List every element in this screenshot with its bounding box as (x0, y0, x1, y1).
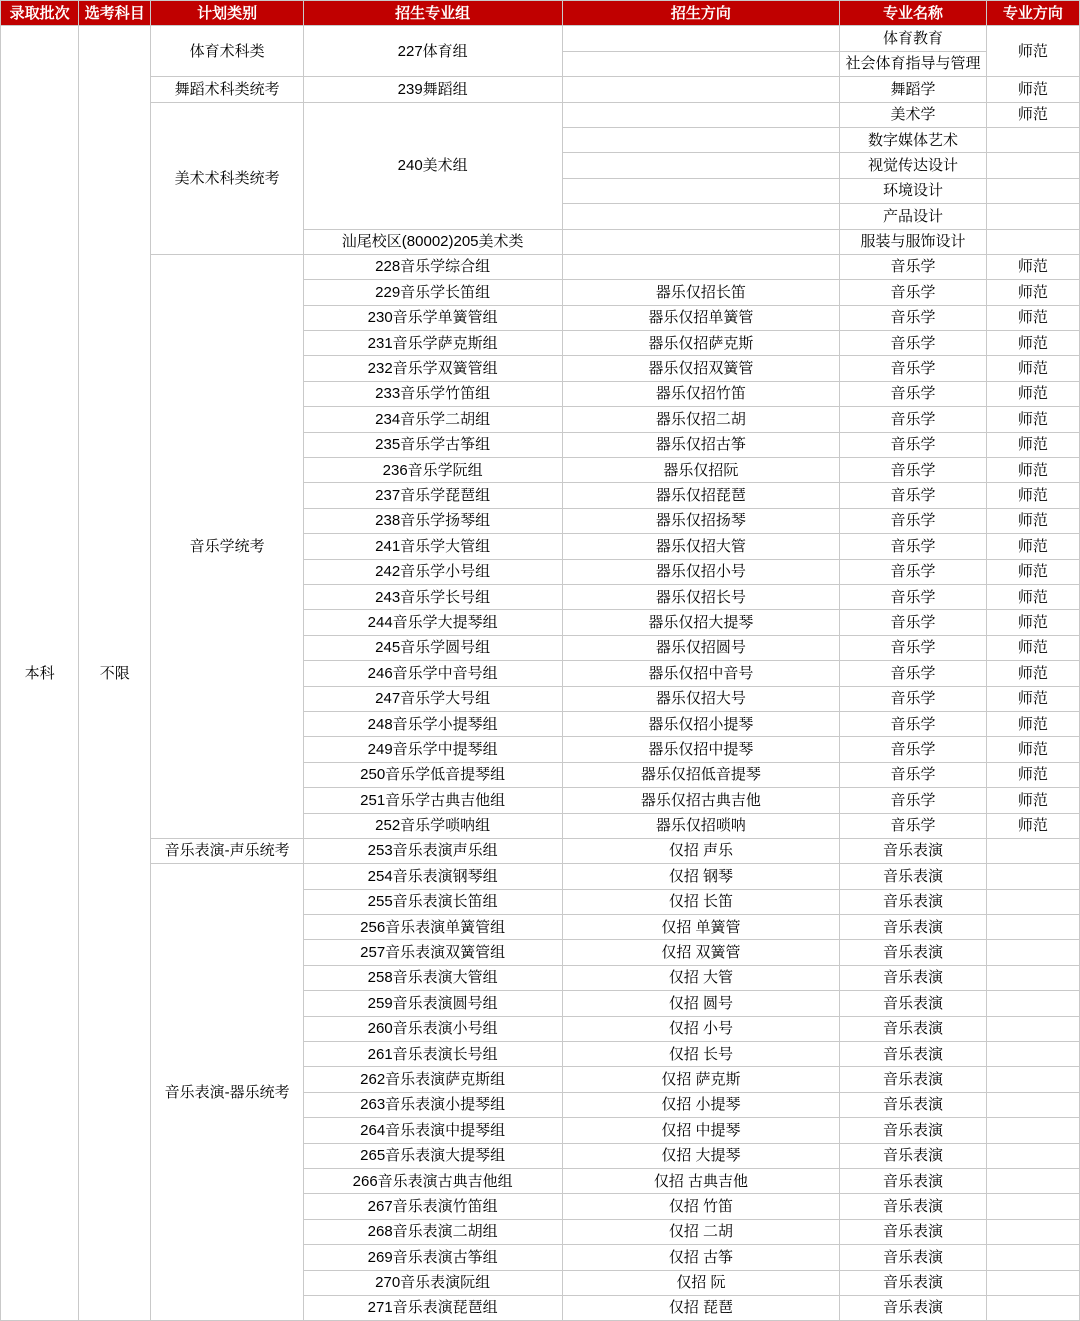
cell-direction: 仅招 二胡 (562, 1219, 840, 1244)
header-category: 计划类别 (151, 1, 303, 26)
cell-direction: 仅招 长笛 (562, 889, 840, 914)
cell-major-direction: 师范 (986, 356, 1079, 381)
cell-major-name: 音乐表演 (840, 1270, 986, 1295)
cell-major-direction (986, 1219, 1079, 1244)
cell-major-direction: 师范 (986, 661, 1079, 686)
cell-major-name: 音乐表演 (840, 915, 986, 940)
cell-major-direction (986, 1245, 1079, 1270)
cell-major-group: 265音乐表演大提琴组 (303, 1143, 562, 1168)
header-major-direction: 专业方向 (986, 1, 1079, 26)
cell-direction: 器乐仅招长笛 (562, 280, 840, 305)
cell-direction: 仅招 大提琴 (562, 1143, 840, 1168)
cell-major-direction: 师范 (986, 280, 1079, 305)
cell-major-name: 音乐表演 (840, 864, 986, 889)
cell-major-group: 246音乐学中音号组 (303, 661, 562, 686)
cell-major-direction (986, 204, 1079, 229)
table-row (1, 26, 1080, 51)
cell-direction: 仅招 阮 (562, 1270, 840, 1295)
cell-direction: 仅招 圆号 (562, 991, 840, 1016)
cell-major-group: 268音乐表演二胡组 (303, 1219, 562, 1244)
cell-direction: 器乐仅招古典吉他 (562, 788, 840, 813)
cell-direction (562, 51, 840, 76)
cell-major-direction (986, 1067, 1079, 1092)
cell-major-name: 音乐学 (840, 254, 986, 279)
cell-direction: 仅招 琵琶 (562, 1295, 840, 1320)
cell-major-direction: 师范 (986, 788, 1079, 813)
cell-direction (562, 26, 840, 51)
cell-major-direction: 师范 (986, 458, 1079, 483)
cell-major-name: 音乐学 (840, 305, 986, 330)
cell-major-name: 音乐表演 (840, 1118, 986, 1143)
cell-category: 体育术科类 (151, 26, 303, 77)
cell-direction: 器乐仅招单簧管 (562, 305, 840, 330)
cell-major-name: 音乐表演 (840, 1042, 986, 1067)
cell-major-group: 266音乐表演古典吉他组 (303, 1168, 562, 1193)
cell-major-group: 259音乐表演圆号组 (303, 991, 562, 1016)
cell-major-direction (986, 940, 1079, 965)
cell-major-direction (986, 1092, 1079, 1117)
cell-major-name: 音乐表演 (840, 991, 986, 1016)
cell-major-direction (986, 1168, 1079, 1193)
cell-subject: 不限 (79, 26, 151, 1321)
cell-major-name: 音乐学 (840, 737, 986, 762)
cell-major-direction (986, 991, 1079, 1016)
cell-major-name: 视觉传达设计 (840, 153, 986, 178)
cell-direction: 仅招 长号 (562, 1042, 840, 1067)
cell-major-group: 258音乐表演大管组 (303, 965, 562, 990)
cell-major-direction (986, 1194, 1079, 1219)
cell-major-group: 252音乐学唢呐组 (303, 813, 562, 838)
cell-major-direction (986, 1270, 1079, 1295)
cell-major-name: 音乐表演 (840, 1168, 986, 1193)
cell-direction: 器乐仅招大提琴 (562, 610, 840, 635)
cell-direction: 器乐仅招阮 (562, 458, 840, 483)
cell-direction: 器乐仅招小提琴 (562, 711, 840, 736)
cell-major-direction: 师范 (986, 737, 1079, 762)
cell-major-group: 253音乐表演声乐组 (303, 838, 562, 863)
cell-major-name: 音乐学 (840, 381, 986, 406)
cell-direction: 器乐仅招二胡 (562, 407, 840, 432)
cell-direction: 仅招 大管 (562, 965, 840, 990)
cell-major-group: 235音乐学古筝组 (303, 432, 562, 457)
cell-major-name: 产品设计 (840, 204, 986, 229)
cell-major-group: 232音乐学双簧管组 (303, 356, 562, 381)
cell-major-name: 服装与服饰设计 (840, 229, 986, 254)
cell-major-group: 241音乐学大管组 (303, 534, 562, 559)
cell-major-name: 音乐表演 (840, 940, 986, 965)
cell-major-group: 汕尾校区(80002)205美术类 (303, 229, 562, 254)
cell-major-direction: 师范 (986, 559, 1079, 584)
cell-major-name: 音乐学 (840, 635, 986, 660)
cell-major-direction: 师范 (986, 305, 1079, 330)
cell-major-name: 音乐表演 (840, 1295, 986, 1320)
table-header (1, 1, 1080, 26)
cell-direction: 器乐仅招唢呐 (562, 813, 840, 838)
cell-major-name: 音乐表演 (840, 1219, 986, 1244)
cell-major-group: 249音乐学中提琴组 (303, 737, 562, 762)
cell-major-direction: 师范 (986, 711, 1079, 736)
cell-major-name: 音乐表演 (840, 1092, 986, 1117)
cell-major-group: 239舞蹈组 (303, 77, 562, 102)
cell-major-group: 227体育组 (303, 26, 562, 77)
cell-direction: 器乐仅招圆号 (562, 635, 840, 660)
cell-major-name: 音乐学 (840, 584, 986, 609)
cell-direction: 仅招 竹笛 (562, 1194, 840, 1219)
cell-major-group: 257音乐表演双簧管组 (303, 940, 562, 965)
header-batch: 录取批次 (1, 1, 79, 26)
cell-direction: 器乐仅招中音号 (562, 661, 840, 686)
cell-major-group: 231音乐学萨克斯组 (303, 331, 562, 356)
cell-major-direction (986, 229, 1079, 254)
cell-major-name: 音乐学 (840, 559, 986, 584)
cell-major-direction: 师范 (986, 635, 1079, 660)
cell-major-group: 236音乐学阮组 (303, 458, 562, 483)
cell-major-group: 244音乐学大提琴组 (303, 610, 562, 635)
cell-major-name: 音乐学 (840, 458, 986, 483)
cell-major-name: 音乐学 (840, 407, 986, 432)
table-row (1, 102, 1080, 127)
cell-direction: 器乐仅招双簧管 (562, 356, 840, 381)
cell-direction: 器乐仅招萨克斯 (562, 331, 840, 356)
cell-major-direction (986, 1118, 1079, 1143)
cell-major-direction: 师范 (986, 813, 1079, 838)
cell-major-direction (986, 965, 1079, 990)
cell-major-name: 数字媒体艺术 (840, 127, 986, 152)
cell-major-name: 音乐学 (840, 483, 986, 508)
cell-major-direction: 师范 (986, 584, 1079, 609)
table-row (1, 254, 1080, 279)
cell-major-group: 247音乐学大号组 (303, 686, 562, 711)
cell-major-direction: 师范 (986, 534, 1079, 559)
cell-major-direction: 师范 (986, 610, 1079, 635)
cell-major-name: 环境设计 (840, 178, 986, 203)
cell-direction: 器乐仅招琵琶 (562, 483, 840, 508)
header-major-name: 专业名称 (840, 1, 986, 26)
cell-direction: 器乐仅招古筝 (562, 432, 840, 457)
cell-major-direction: 师范 (986, 77, 1079, 102)
cell-major-name: 音乐表演 (840, 1245, 986, 1270)
cell-direction: 仅招 小提琴 (562, 1092, 840, 1117)
cell-category: 舞蹈术科类统考 (151, 77, 303, 102)
cell-major-name: 音乐学 (840, 280, 986, 305)
cell-major-group: 263音乐表演小提琴组 (303, 1092, 562, 1117)
cell-direction: 仅招 钢琴 (562, 864, 840, 889)
cell-major-group: 250音乐学低音提琴组 (303, 762, 562, 787)
cell-major-name: 音乐学 (840, 331, 986, 356)
cell-direction (562, 77, 840, 102)
cell-major-group: 271音乐表演琵琶组 (303, 1295, 562, 1320)
table-header-row (1, 1, 1080, 26)
cell-major-direction: 师范 (986, 762, 1079, 787)
cell-direction: 仅招 声乐 (562, 838, 840, 863)
cell-major-direction: 师范 (986, 254, 1079, 279)
cell-major-direction: 师范 (986, 26, 1079, 77)
cell-major-name: 舞蹈学 (840, 77, 986, 102)
cell-direction: 仅招 中提琴 (562, 1118, 840, 1143)
cell-major-name: 音乐学 (840, 661, 986, 686)
cell-major-group: 243音乐学长号组 (303, 584, 562, 609)
cell-direction (562, 204, 840, 229)
cell-major-name: 音乐表演 (840, 1016, 986, 1041)
cell-major-name: 音乐学 (840, 610, 986, 635)
cell-direction (562, 102, 840, 127)
cell-major-direction: 师范 (986, 483, 1079, 508)
cell-direction: 器乐仅招大号 (562, 686, 840, 711)
cell-direction: 仅招 萨克斯 (562, 1067, 840, 1092)
cell-major-name: 社会体育指导与管理 (840, 51, 986, 76)
cell-major-name: 音乐表演 (840, 889, 986, 914)
cell-major-group: 240美术组 (303, 102, 562, 229)
cell-major-name: 美术学 (840, 102, 986, 127)
header-major-group: 招生专业组 (303, 1, 562, 26)
table-body (1, 26, 1080, 1321)
cell-major-group: 261音乐表演长号组 (303, 1042, 562, 1067)
cell-major-direction (986, 153, 1079, 178)
cell-major-group: 260音乐表演小号组 (303, 1016, 562, 1041)
cell-direction: 仅招 古筝 (562, 1245, 840, 1270)
cell-direction: 器乐仅招中提琴 (562, 737, 840, 762)
cell-direction: 器乐仅招小号 (562, 559, 840, 584)
cell-major-group: 264音乐表演中提琴组 (303, 1118, 562, 1143)
cell-category: 美术术科类统考 (151, 102, 303, 254)
cell-major-direction (986, 178, 1079, 203)
cell-direction: 仅招 古典吉他 (562, 1168, 840, 1193)
cell-major-direction (986, 1295, 1079, 1320)
cell-major-group: 254音乐表演钢琴组 (303, 864, 562, 889)
cell-direction: 仅招 双簧管 (562, 940, 840, 965)
cell-direction: 器乐仅招低音提琴 (562, 762, 840, 787)
cell-direction (562, 178, 840, 203)
cell-major-group: 230音乐学单簧管组 (303, 305, 562, 330)
cell-major-direction (986, 1016, 1079, 1041)
cell-major-name: 音乐学 (840, 788, 986, 813)
cell-major-direction: 师范 (986, 331, 1079, 356)
cell-major-name: 音乐表演 (840, 1143, 986, 1168)
cell-batch: 本科 (1, 26, 79, 1321)
cell-major-direction (986, 889, 1079, 914)
cell-major-name: 音乐学 (840, 356, 986, 381)
cell-major-direction: 师范 (986, 508, 1079, 533)
cell-major-direction (986, 127, 1079, 152)
cell-major-name: 音乐表演 (840, 1067, 986, 1092)
cell-major-group: 242音乐学小号组 (303, 559, 562, 584)
cell-major-group: 234音乐学二胡组 (303, 407, 562, 432)
cell-major-group: 255音乐表演长笛组 (303, 889, 562, 914)
cell-major-direction (986, 1143, 1079, 1168)
cell-major-name: 音乐学 (840, 813, 986, 838)
cell-major-name: 音乐学 (840, 711, 986, 736)
cell-major-name: 音乐学 (840, 534, 986, 559)
cell-direction: 仅招 单簧管 (562, 915, 840, 940)
cell-major-group: 233音乐学竹笛组 (303, 381, 562, 406)
cell-major-group: 237音乐学琵琶组 (303, 483, 562, 508)
cell-category: 音乐学统考 (151, 254, 303, 838)
cell-major-direction (986, 1042, 1079, 1067)
cell-major-group: 229音乐学长笛组 (303, 280, 562, 305)
cell-major-group: 228音乐学综合组 (303, 254, 562, 279)
cell-major-group: 238音乐学扬琴组 (303, 508, 562, 533)
cell-major-name: 音乐学 (840, 432, 986, 457)
cell-major-name: 音乐学 (840, 508, 986, 533)
cell-direction: 器乐仅招竹笛 (562, 381, 840, 406)
cell-major-name: 音乐学 (840, 686, 986, 711)
cell-direction: 器乐仅招长号 (562, 584, 840, 609)
cell-major-direction: 师范 (986, 381, 1079, 406)
cell-direction: 器乐仅招大管 (562, 534, 840, 559)
cell-direction (562, 229, 840, 254)
cell-major-group: 256音乐表演单簧管组 (303, 915, 562, 940)
cell-major-group: 248音乐学小提琴组 (303, 711, 562, 736)
cell-major-direction (986, 838, 1079, 863)
cell-category: 音乐表演-声乐统考 (151, 838, 303, 863)
cell-category: 音乐表演-器乐统考 (151, 864, 303, 1321)
cell-major-name: 音乐表演 (840, 965, 986, 990)
cell-major-direction: 师范 (986, 432, 1079, 457)
cell-major-group: 269音乐表演古筝组 (303, 1245, 562, 1270)
cell-major-direction: 师范 (986, 407, 1079, 432)
table-row (1, 838, 1080, 863)
cell-major-direction (986, 864, 1079, 889)
cell-direction (562, 254, 840, 279)
header-direction: 招生方向 (562, 1, 840, 26)
cell-major-group: 267音乐表演竹笛组 (303, 1194, 562, 1219)
cell-direction: 器乐仅招扬琴 (562, 508, 840, 533)
cell-major-name: 音乐学 (840, 762, 986, 787)
cell-major-direction (986, 915, 1079, 940)
header-subject: 选考科目 (79, 1, 151, 26)
cell-major-group: 262音乐表演萨克斯组 (303, 1067, 562, 1092)
cell-direction (562, 127, 840, 152)
cell-direction (562, 153, 840, 178)
cell-major-group: 245音乐学圆号组 (303, 635, 562, 660)
cell-major-direction: 师范 (986, 686, 1079, 711)
cell-major-name: 音乐表演 (840, 838, 986, 863)
cell-major-direction: 师范 (986, 102, 1079, 127)
cell-major-group: 251音乐学古典吉他组 (303, 788, 562, 813)
table-row (1, 864, 1080, 889)
cell-major-group: 270音乐表演阮组 (303, 1270, 562, 1295)
cell-major-name: 体育教育 (840, 26, 986, 51)
cell-major-name: 音乐表演 (840, 1194, 986, 1219)
cell-direction: 仅招 小号 (562, 1016, 840, 1041)
table-row (1, 77, 1080, 102)
